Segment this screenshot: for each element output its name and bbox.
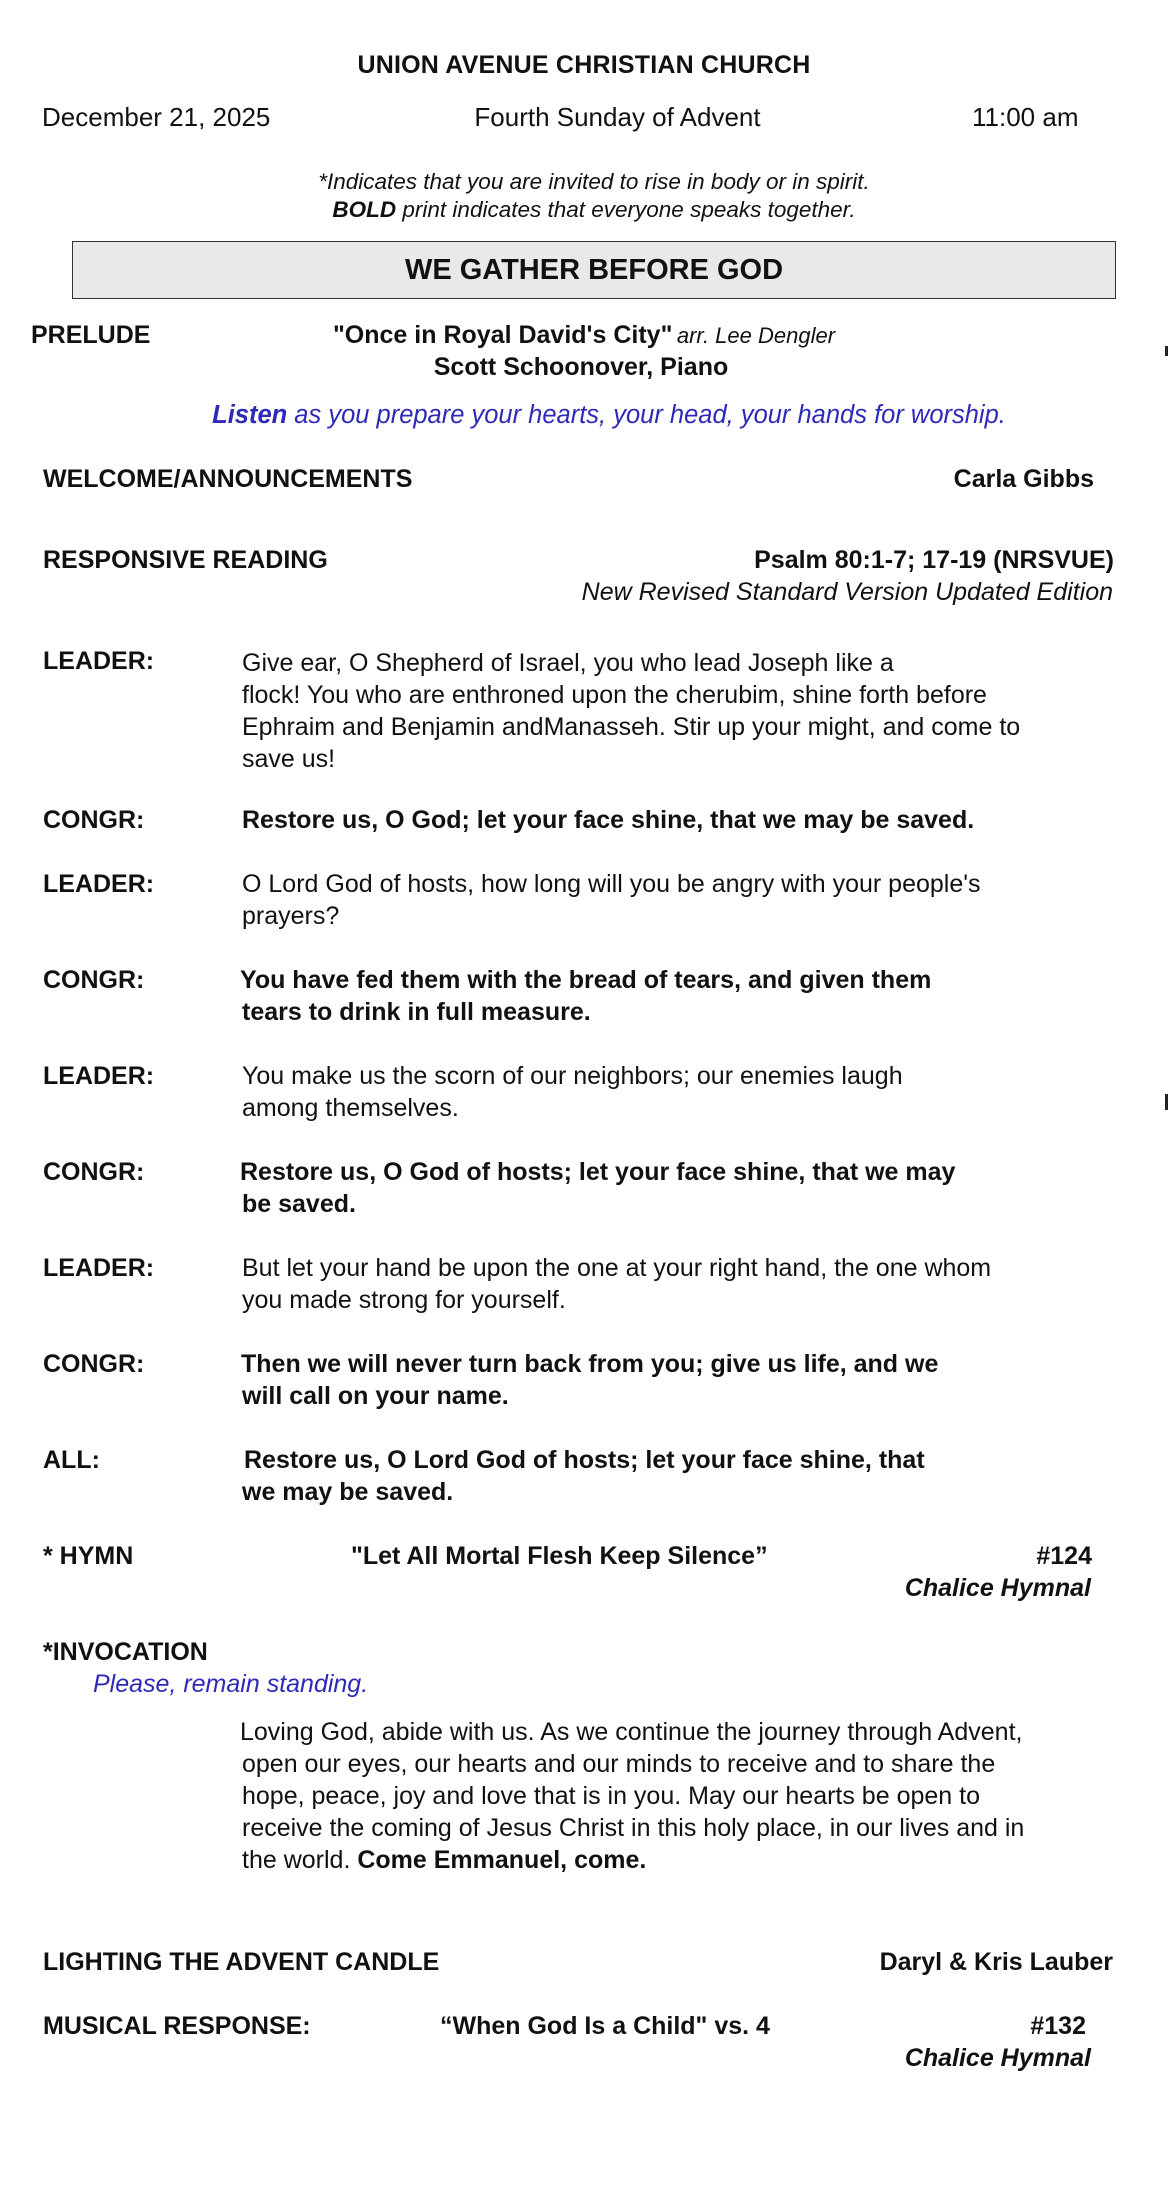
speaker-label: CONGR:: [43, 806, 145, 834]
church-name: UNION AVENUE CHRISTIAN CHURCH: [357, 51, 811, 79]
reading-text: Give ear, O Shepherd of Israel, you who lead Joseph like a: [242, 649, 894, 677]
congregation-text: we may be saved.: [242, 1478, 454, 1506]
invocation-text: receive the coming of Jesus Christ in this holy place, in our lives and in: [242, 1814, 1025, 1842]
congregation-text: will call on your name.: [242, 1382, 509, 1410]
congregation-text: Then we will never turn back from you; give us life, and we: [241, 1350, 939, 1378]
reading-text: flock! You who are enthroned upon the cherubim, shine forth before: [242, 681, 987, 709]
speaker-label: CONGR:: [43, 1158, 145, 1186]
candle-label: LIGHTING THE ADVENT CANDLE: [43, 1948, 440, 1976]
speaker-label: ALL:: [43, 1446, 100, 1474]
reading-label: RESPONSIVE READING: [43, 546, 328, 574]
prelude-arranger: arr. Lee Dengler: [676, 323, 836, 348]
bold-note: [0, 195, 1168, 224]
reading-version: New Revised Standard Version Updated Edition: [581, 578, 1113, 606]
invocation-instruction: Please, remain standing.: [93, 1670, 369, 1698]
invocation-text: [242, 1846, 646, 1875]
service-occasion: Fourth Sunday of Advent: [474, 102, 761, 132]
congregation-text: be saved.: [242, 1190, 356, 1218]
section-title: WE GATHER BEFORE GOD: [404, 253, 784, 286]
musical-response-number: #132: [1030, 2012, 1086, 2040]
musical-response-book: Chalice Hymnal: [904, 2044, 1091, 2072]
hymn-number: #124: [1036, 1542, 1092, 1570]
congregation-text: Restore us, O God; let your face shine, that we may be saved.: [242, 806, 975, 834]
speaker-label: LEADER:: [43, 870, 155, 898]
prelude-performer: Scott Schoonover, Piano: [433, 353, 729, 381]
reading-text: You make us the scorn of our neighbors; our enemies laugh: [242, 1062, 903, 1090]
musical-response-title: “When God Is a Child" vs. 4: [440, 2012, 770, 2040]
hymn-label: * HYMN: [43, 1542, 134, 1570]
prelude-title-line: [0, 321, 1168, 350]
speaker-label: CONGR:: [43, 1350, 145, 1378]
congregation-text: tears to drink in full measure.: [242, 998, 591, 1026]
candle-leader: Daryl & Kris Lauber: [879, 1948, 1113, 1976]
musical-response-label: MUSICAL RESPONSE:: [43, 2012, 311, 2040]
congregation-text: Restore us, O Lord God of hosts; let your face shine, that: [244, 1446, 925, 1474]
speaker-label: LEADER:: [43, 1062, 155, 1090]
invocation-text: open our eyes, our hearts and our minds to receive and to share the: [242, 1750, 996, 1778]
hymn-title: "Let All Mortal Flesh Keep Silence”: [351, 1542, 768, 1570]
speaker-label: LEADER:: [43, 1254, 155, 1282]
service-time: 11:00 am: [972, 102, 1079, 132]
reading-text: among themselves.: [242, 1094, 459, 1122]
listen-text: as you prepare your hearts, your head, your hands for worship.: [287, 401, 1006, 429]
reading-citation: Psalm 80:1-7; 17-19 (NRSVUE): [754, 546, 1114, 574]
invocation-text: hope, peace, joy and love that is in you. May our hearts be open to: [242, 1782, 980, 1810]
reading-text: Ephraim and Benjamin andManasseh. Stir up your might, and come to: [242, 713, 1021, 741]
reading-text: you made strong for yourself.: [242, 1286, 566, 1314]
standing-note: *Indicates that you are invited to rise in body or in spirit.: [318, 169, 870, 194]
speaker-label: LEADER:: [43, 647, 155, 675]
invocation-text-start: the world.: [242, 1846, 358, 1874]
invocation-response: Come Emmanuel, come.: [357, 1846, 647, 1874]
reading-text: prayers?: [242, 902, 340, 930]
prelude-title: "Once in Royal David's City": [332, 321, 673, 349]
bold-note-keyword: BOLD: [332, 197, 397, 222]
invocation-label: *INVOCATION: [43, 1638, 208, 1666]
invocation-text: Loving God, abide with us. As we continue the journey through Advent,: [240, 1718, 1023, 1746]
service-date: December 21, 2025: [42, 102, 271, 132]
welcome-label: WELCOME/ANNOUNCEMENTS: [43, 465, 413, 493]
listen-instruction: [0, 401, 1168, 430]
hymn-book: Chalice Hymnal: [904, 1574, 1091, 1602]
reading-text: But let your hand be upon the one at your right hand, the one whom: [242, 1254, 992, 1282]
reading-text: O Lord God of hosts, how long will you be angry with your people's: [242, 870, 981, 898]
welcome-leader: Carla Gibbs: [953, 465, 1094, 493]
congregation-text: You have fed them with the bread of tears, and given them: [240, 966, 932, 994]
listen-word: Listen: [212, 401, 288, 429]
speaker-label: CONGR:: [43, 966, 145, 994]
section-banner: [72, 241, 1116, 299]
prelude-label: PRELUDE: [31, 321, 151, 349]
reading-text: save us!: [242, 745, 336, 773]
bold-note-text: print indicates that everyone speaks together.: [396, 197, 856, 222]
congregation-text: Restore us, O God of hosts; let your face shine, that we may: [240, 1158, 956, 1186]
